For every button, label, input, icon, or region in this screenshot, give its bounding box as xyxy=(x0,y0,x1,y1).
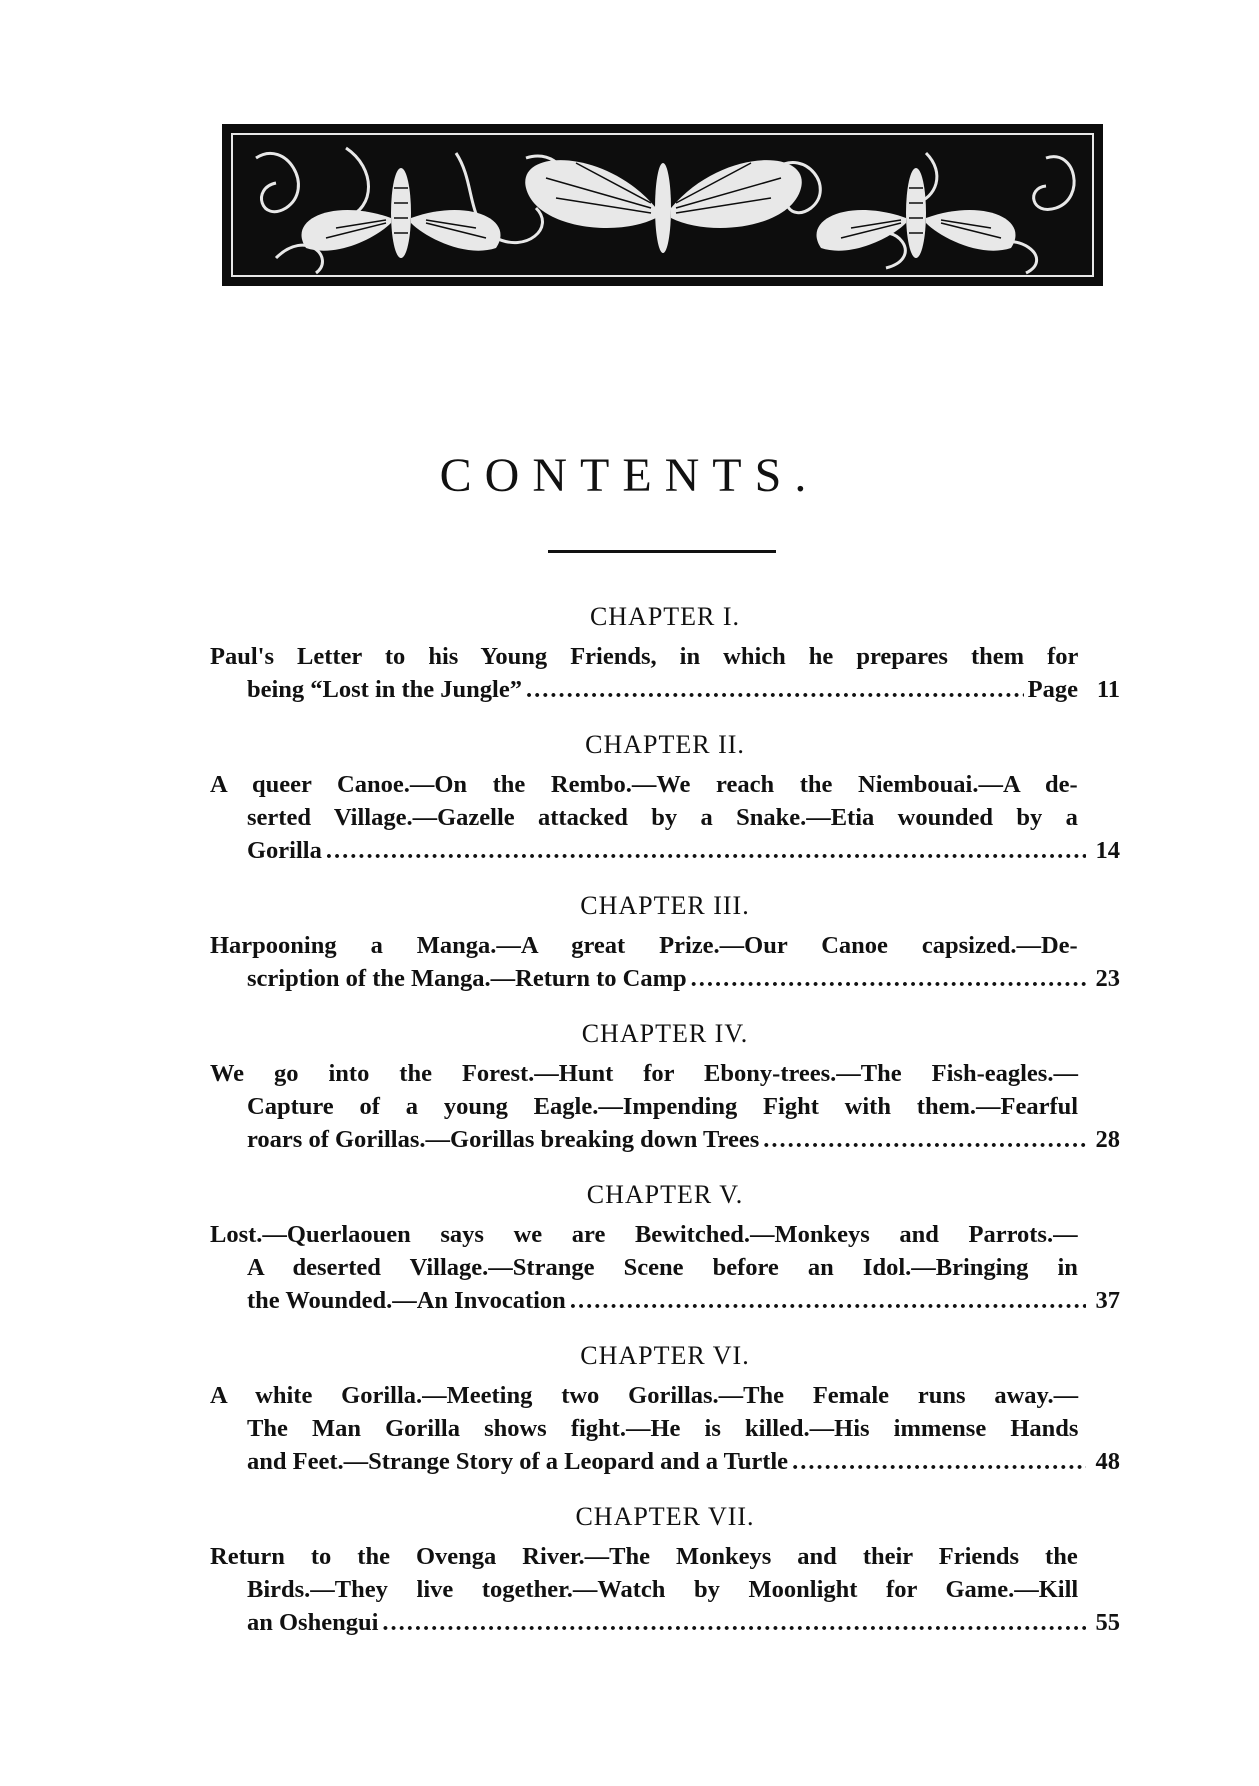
chapter-heading: CHAPTER II. xyxy=(585,730,745,759)
dot-leader xyxy=(326,834,1086,867)
page-number: 23 xyxy=(1095,965,1120,992)
summary-line xyxy=(210,640,1120,673)
summary-line-last xyxy=(210,962,1120,995)
chapter-heading: CHAPTER III. xyxy=(580,891,750,920)
chapter-heading: CHAPTER VII. xyxy=(575,1502,755,1531)
chapter-heading: CHAPTER IV. xyxy=(581,1019,749,1048)
chapter-entry-3 xyxy=(210,889,1120,995)
summary-line-last xyxy=(210,834,1120,867)
page-number: 11 xyxy=(1096,676,1120,703)
summary-line-last xyxy=(210,1123,1120,1156)
summary-line xyxy=(210,1218,1120,1251)
chapter-entry-4 xyxy=(210,1017,1120,1156)
insect-ornament-illustration xyxy=(226,128,1099,282)
summary-line xyxy=(210,1412,1120,1445)
summary-text: an Oshengui xyxy=(247,1609,379,1636)
chapter-heading: CHAPTER I. xyxy=(589,602,741,631)
dot-leader xyxy=(570,1284,1086,1317)
summary-line xyxy=(210,1251,1120,1284)
summary-text: Gorilla xyxy=(247,837,322,864)
dot-leader xyxy=(792,1445,1086,1478)
chapter-heading: CHAPTER VI. xyxy=(580,1341,750,1370)
summary-line xyxy=(210,768,1120,801)
summary-line xyxy=(210,1540,1120,1573)
dot-leader xyxy=(763,1123,1086,1156)
ornamental-header-banner xyxy=(222,124,1103,286)
page-number: 14 xyxy=(1095,837,1120,864)
summary-line xyxy=(210,929,1120,962)
summary-text: A white Gorilla.—Meeting two Gorillas.—The Female runs away.— xyxy=(210,1382,1079,1409)
summary-text: A deserted Village.—Strange Scene before an Idol.—Bringing in xyxy=(247,1254,1078,1281)
dot-leader xyxy=(691,962,1086,995)
page-number: 37 xyxy=(1095,1287,1120,1314)
summary-text: scription of the Manga.—Return to Camp xyxy=(247,965,687,992)
summary-text: Birds.—They live together.—Watch by Moonlight for Game.—Kill xyxy=(247,1576,1079,1603)
summary-text: Lost.—Querlaouen says we are Bewitched.—Monkeys and Parrots.— xyxy=(210,1221,1078,1248)
chapter-entry-5 xyxy=(210,1178,1120,1317)
summary-text: being “Lost in the Jungle” xyxy=(247,676,522,703)
summary-text: roars of Gorillas.—Gorillas breaking down Trees xyxy=(247,1126,760,1153)
chapter-entry-1 xyxy=(210,600,1120,706)
summary-line-last xyxy=(210,1284,1120,1317)
chapter-entry-2 xyxy=(210,728,1120,867)
summary-text: A queer Canoe.—On the Rembo.—We reach the Niembouai.—A de- xyxy=(210,771,1078,798)
chapter-heading: CHAPTER V. xyxy=(586,1180,744,1209)
page-number: 55 xyxy=(1095,1609,1120,1636)
summary-text: Capture of a young Eagle.—Impending Fight with them.—Fearful xyxy=(247,1093,1079,1120)
summary-line xyxy=(210,1057,1120,1090)
summary-line xyxy=(210,1379,1120,1412)
summary-text: We go into the Forest.—Hunt for Ebony-trees.—The Fish-eagles.— xyxy=(210,1060,1078,1087)
title-divider xyxy=(548,550,776,553)
table-of-contents xyxy=(210,600,1120,1661)
summary-line-last xyxy=(210,1606,1120,1639)
dot-leader xyxy=(526,673,1024,706)
summary-text: the Wounded.—An Invocation xyxy=(247,1287,566,1314)
summary-line-last xyxy=(210,1445,1120,1478)
summary-text: Harpooning a Manga.—A great Prize.—Our Canoe capsized.—De- xyxy=(210,932,1078,959)
page-title: CONTENTS. xyxy=(439,449,820,502)
summary-line-last xyxy=(210,673,1120,706)
summary-text: Return to the Ovenga River.—The Monkeys and their Friends the xyxy=(210,1543,1078,1570)
page-number: 48 xyxy=(1095,1448,1120,1475)
page-label: Page xyxy=(1027,676,1078,703)
chapter-entry-6 xyxy=(210,1339,1120,1478)
summary-line xyxy=(210,801,1120,834)
summary-line xyxy=(210,1573,1120,1606)
summary-text: and Feet.—Strange Story of a Leopard and a Turtle xyxy=(247,1448,789,1475)
page-number: 28 xyxy=(1095,1126,1120,1153)
chapter-entry-7 xyxy=(210,1500,1120,1639)
summary-text: Paul's Letter to his Young Friends, in which he prepares them for xyxy=(210,643,1079,670)
summary-text: The Man Gorilla shows fight.—He is killed.—His immense Hands xyxy=(247,1415,1079,1442)
summary-text: serted Village.—Gazelle attacked by a Snake.—Etia wounded by a xyxy=(247,804,1078,831)
dot-leader xyxy=(382,1606,1086,1639)
summary-line xyxy=(210,1090,1120,1123)
